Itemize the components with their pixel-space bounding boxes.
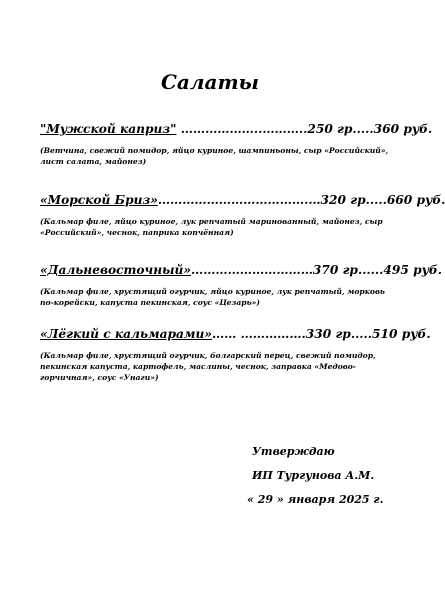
menu-item-description: (Ветчина, свежий помидор, яйцо куриное, шампиньоны, сыр «Российский», лист салата, майонез) — [40, 146, 389, 166]
menu-item-header — [40, 121, 433, 137]
menu-item-header — [40, 262, 442, 278]
menu-item-leader: ………………………… — [191, 263, 313, 277]
menu-item-price: 320 гр.....660 руб. — [320, 193, 445, 207]
page-title — [0, 70, 424, 94]
menu-item-muzhskoy-kapriz — [40, 121, 433, 167]
menu-item-name: "Мужской каприз" — [40, 122, 177, 136]
approval-block — [247, 440, 383, 512]
menu-item-legky-s-kalmarami — [40, 326, 431, 383]
menu-item-leader: …… ……………. — [211, 327, 306, 341]
menu-item-header — [40, 326, 431, 342]
menu-item-leader: ………………..……….. — [176, 122, 308, 136]
menu-item-morskoy-briz — [40, 192, 445, 238]
approval-signatory: ИП Тургунова А.М. — [252, 469, 375, 482]
page-title-text: Салаты — [161, 70, 259, 94]
menu-item-name: «Дальневосточный» — [40, 263, 192, 277]
menu-item-name: «Лёгкий с кальмарами» — [40, 327, 212, 341]
menu-item-name: «Морской Бриз» — [40, 193, 158, 207]
menu-item-description: (Кальмар филе, хрустящий огурчик, яйцо куриное, лук репчатый, морковь по-корейски, капуста пекинская, соус «Цезарь») — [40, 287, 385, 307]
menu-item-description: (Кальмар филе, хрустящий огурчик, болгарский перец, свежий помидор, пекинская капуста, картофель, маслины, чеснок, заправка «Медово-горчичная», соус «Унаги») — [40, 351, 376, 382]
menu-item-price: 330 гр.....510 руб. — [305, 327, 431, 341]
menu-item-dalnevostochny — [40, 262, 442, 308]
menu-item-leader: ……………………………….… — [157, 193, 321, 207]
menu-item-price: 250 гр.....360 руб. — [307, 122, 433, 136]
approval-heading: Утверждаю — [252, 445, 335, 458]
menu-item-price: 370 гр......495 руб. — [312, 263, 442, 277]
menu-item-description: (Кальмар филе, яйцо куриное, лук репчатый маринованный, майонез, сыр «Российский», чеснок, паприка копчённая) — [40, 217, 383, 237]
menu-item-header — [40, 192, 445, 208]
approval-date: « 29 » января 2025 г. — [247, 493, 384, 506]
